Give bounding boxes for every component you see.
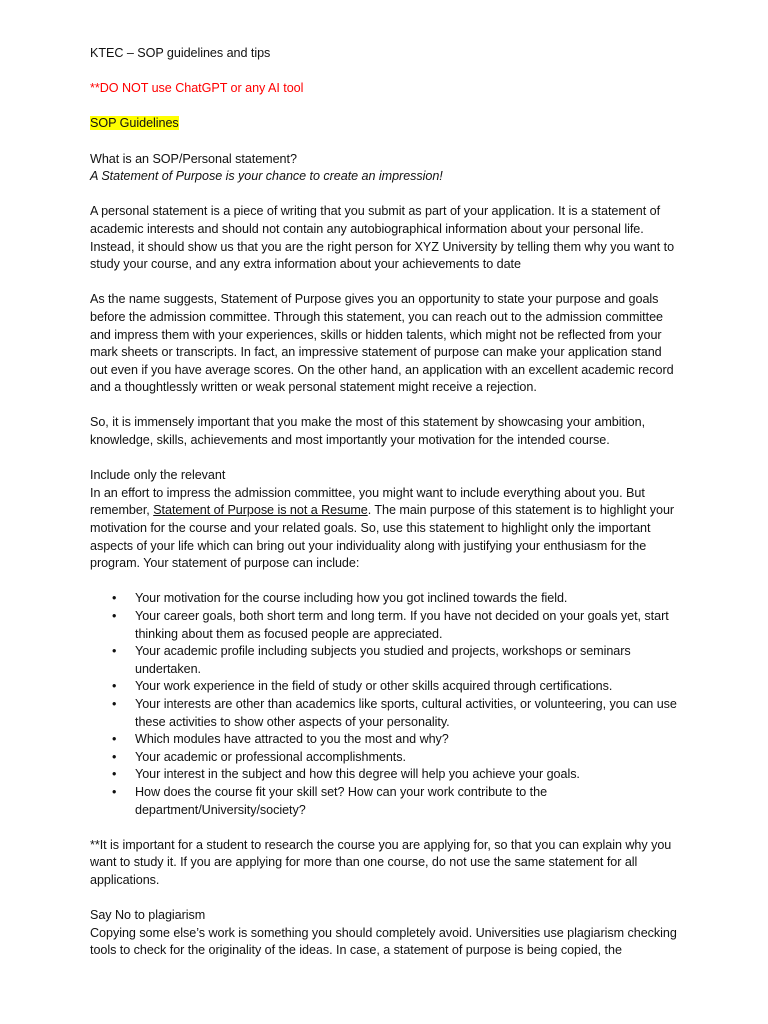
list-item-text: Which modules have attracted to you the most and why? (135, 732, 449, 747)
spacer (90, 186, 680, 204)
list-item (90, 643, 680, 678)
bullet-icon: • (112, 696, 117, 711)
spacer (90, 890, 680, 908)
bullet-icon: • (112, 784, 117, 799)
list-item-text: How does the course fit your skill set? How can your work contribute to the department/University/society? (135, 784, 548, 817)
sop-contents-list (90, 590, 680, 819)
personal-statement-paragraph: A personal statement is a piece of writing that you submit as part of your application. It is a statement of academic interests and should not contain any autobiographical information about your personal life. Instead, it should show us that you are the right person for XYZ University by telling them why you want to study your course, and any extra information about your achievements to date (90, 204, 675, 272)
list-item-text: Your work experience in the field of study or other skills acquired through certifications. (135, 679, 613, 694)
highlighted-section-label: SOP Guidelines (90, 116, 179, 131)
spacer (90, 133, 680, 151)
relevant-text-before: In an effort to impress the admission committee, you might want to include everything about you. But remember, (90, 485, 645, 518)
list-item-text: Your academic or professional accomplishments. (135, 749, 406, 764)
spacer (90, 573, 680, 591)
list-item-text: Your interests are other than academics like sports, cultural activities, or volunteering, you can use these activities to show other aspects of your personality. (135, 696, 677, 729)
list-item-text: Your interest in the subject and how this degree will help you achieve your goals. (135, 767, 580, 782)
bullet-icon: • (112, 644, 117, 659)
spacer (90, 274, 680, 292)
list-item (90, 590, 680, 608)
spacer (90, 98, 680, 116)
document-body (90, 45, 680, 960)
research-note-paragraph: **It is important for a student to research the course you are applying for, so that you can explain why you want to study it. If you are applying for more than one course, do not use the same statement for all applications. (90, 837, 672, 887)
bullet-icon: • (112, 749, 117, 764)
spacer (90, 819, 680, 837)
list-item-text: Your motivation for the course including how you got inclined towards the field. (135, 591, 568, 606)
what-is-sop-heading: What is an SOP/Personal statement? (90, 151, 297, 166)
not-a-resume-text: Statement of Purpose is not a Resume (153, 503, 368, 518)
list-item (90, 749, 680, 767)
plagiarism-paragraph: Copying some else’s work is something you should completely avoid. Universities use plagiarism checking tools to check for the originality of the ideas. In case, a statement of purpose is being copied, the (90, 925, 677, 958)
bullet-icon: • (112, 732, 117, 747)
spacer (90, 397, 680, 415)
list-item (90, 696, 680, 731)
bullet-icon: • (112, 767, 117, 782)
spacer (90, 63, 680, 81)
include-relevant-heading: Include only the relevant (90, 468, 226, 483)
list-item (90, 608, 680, 643)
what-is-sop-subtitle: A Statement of Purpose is your chance to create an impression! (90, 169, 443, 184)
bullet-icon: • (112, 679, 117, 694)
list-item (90, 766, 680, 784)
statement-purpose-paragraph: As the name suggests, Statement of Purpose gives you an opportunity to state your purpose and goals before the admission committee. Through this statement, you can reach out to the admission committee and impress them with your experiences, skills or hidden talents, which might not be reflected from your mark sheets or transcripts. In fact, an impressive statement of purpose can make your application stand out even if you have average scores. On the other hand, an application with an excellent academic record and a thoughtlessly written or weak personal statement might receive a rejection. (90, 292, 674, 395)
spacer (90, 450, 680, 468)
bullet-icon: • (112, 609, 117, 623)
importance-paragraph: So, it is immensely important that you make the most of this statement by showcasing your ambition, knowledge, skills, achievements and most importantly your motivation for the intended course. (90, 415, 646, 448)
bullet-icon: • (112, 591, 117, 606)
list-item-text: Your academic profile including subjects you studied and projects, workshops or seminars undertaken. (135, 644, 631, 676)
list-item (90, 678, 680, 696)
include-relevant-paragraph (90, 485, 680, 573)
document-title: KTEC – SOP guidelines and tips (90, 46, 271, 60)
list-item (90, 731, 680, 749)
relevant-text-after: . The main purpose of this statement is to highlight your motivation for the course and your related goals. So, use this statement to highlight only the important aspects of your life which can bring out your individuality along with justifying your enthusiasm for the program. Your statement of purpose can include: (90, 503, 675, 571)
ai-warning-note: **DO NOT use ChatGPT or any AI tool (90, 81, 304, 96)
section-label (90, 115, 680, 133)
plagiarism-heading: Say No to plagiarism (90, 908, 206, 923)
list-item (90, 784, 680, 819)
list-item-text: Your career goals, both short term and long term. If you have not decided on your goals yet, start thinking about them as focused people are appreciated. (135, 609, 669, 641)
